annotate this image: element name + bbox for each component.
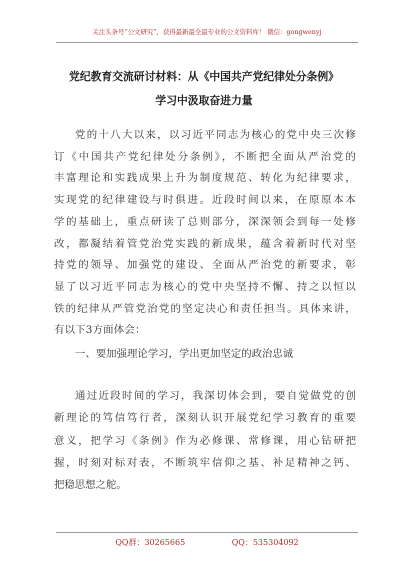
paragraph-line: 意义，把学习《条例》作为必修课、常修课，用心钻研把 [54, 434, 356, 447]
page-footer [56, 532, 358, 551]
paragraph-line: 新理论的笃信笃行者，深刻认识开展党纪学习教育的重要 [54, 412, 356, 425]
paragraph-line: 铁的纪律从严管党治党的坚定决心和责任担当。具体来讲， [54, 302, 356, 315]
paragraph-line: 把稳思想之舵。 [54, 479, 127, 492]
paragraph-line: 通过近段时间的学习，我深切体会到，要自觉做党的创 [75, 390, 356, 402]
paragraph-line: 党的十八大以来，以习近平同志为核心的党中央三次修 [75, 129, 356, 141]
paragraph-line: 丰富理论和实践成果上升为制度规范、转化为纪律要求， [54, 172, 356, 185]
footer-qq-group: QQ群：30265665 [115, 538, 186, 547]
paragraph-line: 有以下3方面体会： [54, 324, 146, 337]
document-title-line1: 党纪教育交流研讨材料：从《中国共产党纪律处分条例》 [69, 70, 339, 83]
paragraph-line: 显了以习近平同志为核心的党中央坚持不懈、持之以恒以 [54, 280, 356, 293]
section1-paragraph [54, 385, 356, 496]
intro-paragraph [54, 125, 356, 342]
section-heading: 一、要加强理论学习，学出更加坚定的政治忠诚 [75, 348, 294, 360]
paragraph-line: 订《中国共产党纪律处分条例》，不断把全面从严治党的 [54, 150, 356, 163]
paragraph-line: 实现党的纪律建设与时俱进。近段时间以来，在原原本本 [54, 194, 356, 207]
paragraph-line: 握，时刻对标对表，不断筑牢信仰之基、补足精神之钙、 [54, 456, 356, 469]
paragraph-line: 持党的领导、加强党的建设、全面从严治党的新要求，彰 [54, 259, 356, 272]
footer-qq-contact: QQ：535304092 [231, 538, 299, 547]
document-title-line2: 学习中汲取奋进力量 [155, 94, 253, 107]
header-promo-text: 关注头条号“公文研究”，获得最新最全最专业的公文资料库！ 微信：gongwenyj [92, 28, 322, 36]
page-header [56, 24, 358, 43]
paragraph-line: 改，都凝结着管党治党实践的新成果，蕴含着新时代对坚 [54, 237, 356, 250]
paragraph-line: 学的基础上，重点研读了总则部分，深深领会到每一处修 [54, 215, 356, 228]
